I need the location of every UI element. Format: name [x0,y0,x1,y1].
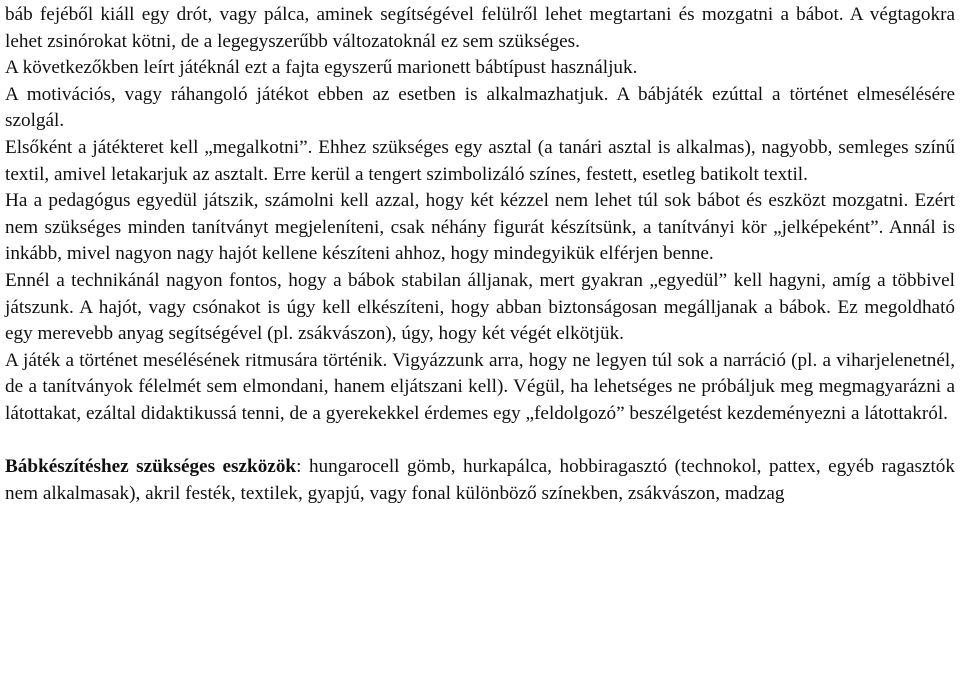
paragraph-tools-list [5,454,955,507]
paragraph-play-space: Elsőként a játékteret kell „megalkotni”. Ehhez szükséges egy asztal (a tanári asztal is alkalmas), nagyobb, semleges színű textil, amivel letakarjuk az asztalt. Erre kerül a tengert szimbolizáló színes, festett, esetleg batikolt textil. [5,136,955,185]
paragraph-marionette-type: A következőkben leírt játéknál ezt a fajta egyszerű marionett bábtípust használjuk. [5,57,638,79]
tools-label: Bábkészítéshez szükséges eszközök [5,456,297,478]
paragraph-stable-puppets: Ennél a technikánál nagyon fontos, hogy a bábok stabilan álljanak, mert gyakran „egyedül” kell hagyni, amíg a többivel játszunk. A hajót, vagy csónakot is úgy kell elkészíteni, hogy abban biztonságosan megálljanak a bábok. Ez megoldható egy merevebb anyag segítségével (pl. zsákvászon), úgy, hogy két végét elkötjük. [5,269,955,345]
paragraph-story-rhythm: A játék a történet mesélésének ritmusára történik. Vigyázzunk arra, hogy ne legyen túl sok a narráció (pl. a viharjelenetnél, de a tanítványok félelmét sem elmondani, hanem eljátszani kell). Végül, ha lehetséges ne próbáljuk meg megmagyarázni a látottakat, ezáltal didaktikussá tenni, de a gyerekekkel érdemes egy „feldolgozó” beszélgetést kezdeményezni a látottakról. [5,349,955,424]
paragraph-spacer [5,428,955,455]
paragraph-motivation-game: A motivációs, vagy ráhangoló játékot ebben az esetben is alkalmazhatjuk. A bábjáték ezúttal a történet elmesélésére szolgál. [5,83,955,132]
paragraph-teacher-alone: Ha a pedagógus egyedül játszik, számolni kell azzal, hogy két kézzel nem lehet túl sok bábot és eszközt mozgatni. Ezért nem szükséges minden tanítványt megjeleníteni, csak néhány figurát készítsünk, a tanítványi kör „jelképeként”. Annál is inkább, mivel nagyon nagy hajót kellene készíteni ahhoz, hogy mindegyikük elférjen benne. [5,190,955,265]
tools-text: hungarocell gömb, hurkapálca, hobbiragasztó (technokol, pattex, egyéb ragasztók nem alkalmasak), akril festék, textilek, gyapjú, vagy fonal különböző színekben, zsákvászon, madzag [5,456,955,504]
tools-separator: : [296,456,302,478]
paragraph-puppet-rod: báb fejéből kiáll egy drót, vagy pálca, aminek segítségével felülről lehet megtartani és mozgatni a bábot. A végtagokra lehet zsinórokat kötni, de a legegyszerűbb változatoknál ez sem szükséges. [5,4,955,52]
